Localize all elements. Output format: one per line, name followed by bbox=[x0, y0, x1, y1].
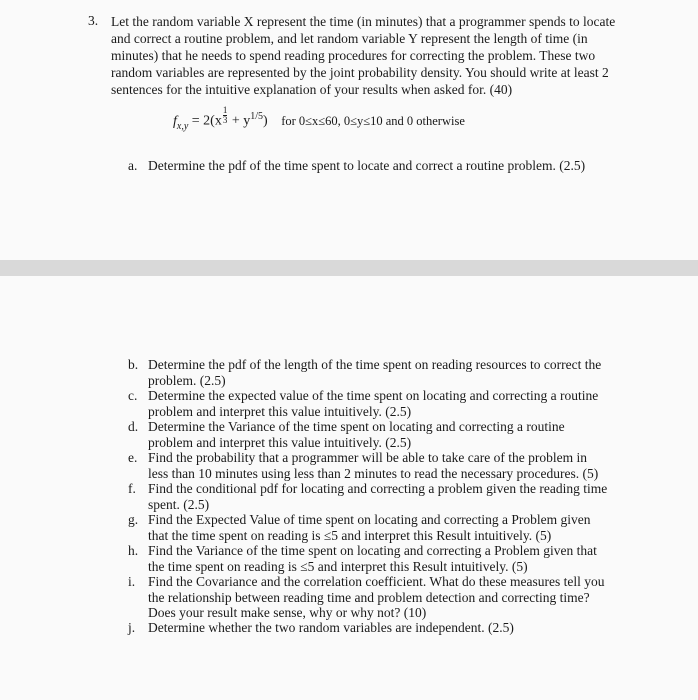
document-page-bottom bbox=[0, 276, 698, 700]
item-text: Determine whether the two random variables are independent. (2.5) bbox=[148, 620, 514, 635]
item-text: Determine the expected value of the time spent on locating and correcting a routine problem and interpret this value intuitively. (2.5) bbox=[148, 388, 599, 419]
item-text: Find the Variance of the time spent on locating and correcting a Problem given that the time spent on reading is ≤5 and interpret this Result intuitively. (5) bbox=[148, 543, 597, 574]
item-text: Find the Expected Value of time spent on locating and correcting a Problem given that the time spent on reading is ≤5 and interpret this Result intuitively. (5) bbox=[148, 512, 591, 543]
document-page-top bbox=[0, 0, 698, 260]
item-label: c. bbox=[128, 388, 138, 403]
item-text: Find the conditional pdf for locating and correcting a problem given the reading time spent. (2.5) bbox=[148, 481, 608, 512]
formula-part: + y bbox=[228, 113, 251, 129]
item-label: e. bbox=[128, 450, 138, 465]
item-text: Find the probability that a programmer will be able to take care of the problem in less than 10 minutes using less than 2 minutes to read the necessary procedures. (5) bbox=[148, 450, 599, 481]
item-label: g. bbox=[128, 512, 139, 527]
item-label: a. bbox=[128, 158, 138, 173]
item-label: h. bbox=[128, 543, 139, 558]
formula-condition: for 0≤x≤60, 0≤y≤10 and 0 otherwise bbox=[281, 113, 465, 128]
formula-function: $f_{x,y}$ bbox=[173, 113, 189, 132]
item-text: Find the Covariance and the correlation coefficient. What do these measures tell you the relationship between reading time and problem detection and correcting time? Does your result make sense, why or why not? (10) bbox=[148, 574, 605, 620]
item-text: Determine the pdf of the time spent to locate and correct a routine problem. (2.5) bbox=[148, 158, 586, 173]
item-label: j. bbox=[128, 620, 136, 635]
item-text: Determine the pdf of the length of the time spent on reading resources to correct the problem. (2.5) bbox=[148, 357, 602, 388]
formula-exponent: 1/5 bbox=[250, 111, 264, 122]
joint-density-formula bbox=[173, 104, 465, 132]
question-text: Let the random variable X represent the time (in minutes) that a programmer spends to locate and correct a routine problem, and let random variable Y represent the length of time (in minutes) that he needs to spend reading procedures for correcting the problem. These two random variables are represented by the joint probability density. You should write at least 2 sentences for the intuitive explanation of your results when asked for. (40) bbox=[111, 14, 616, 97]
formula-fraction-exponent: $\frac{1}{3}$ bbox=[222, 104, 228, 125]
formula-part: = 2(x bbox=[188, 113, 222, 129]
formula-part: ) bbox=[263, 113, 268, 129]
item-label: i. bbox=[128, 574, 136, 589]
item-text: Determine the Variance of the time spent on locating and correcting a routine problem and interpret this value intuitively. (2.5) bbox=[148, 419, 565, 450]
item-label: d. bbox=[128, 419, 139, 434]
item-label: f. bbox=[128, 481, 136, 496]
question-number: 3. bbox=[88, 13, 99, 28]
item-label: b. bbox=[128, 357, 139, 372]
